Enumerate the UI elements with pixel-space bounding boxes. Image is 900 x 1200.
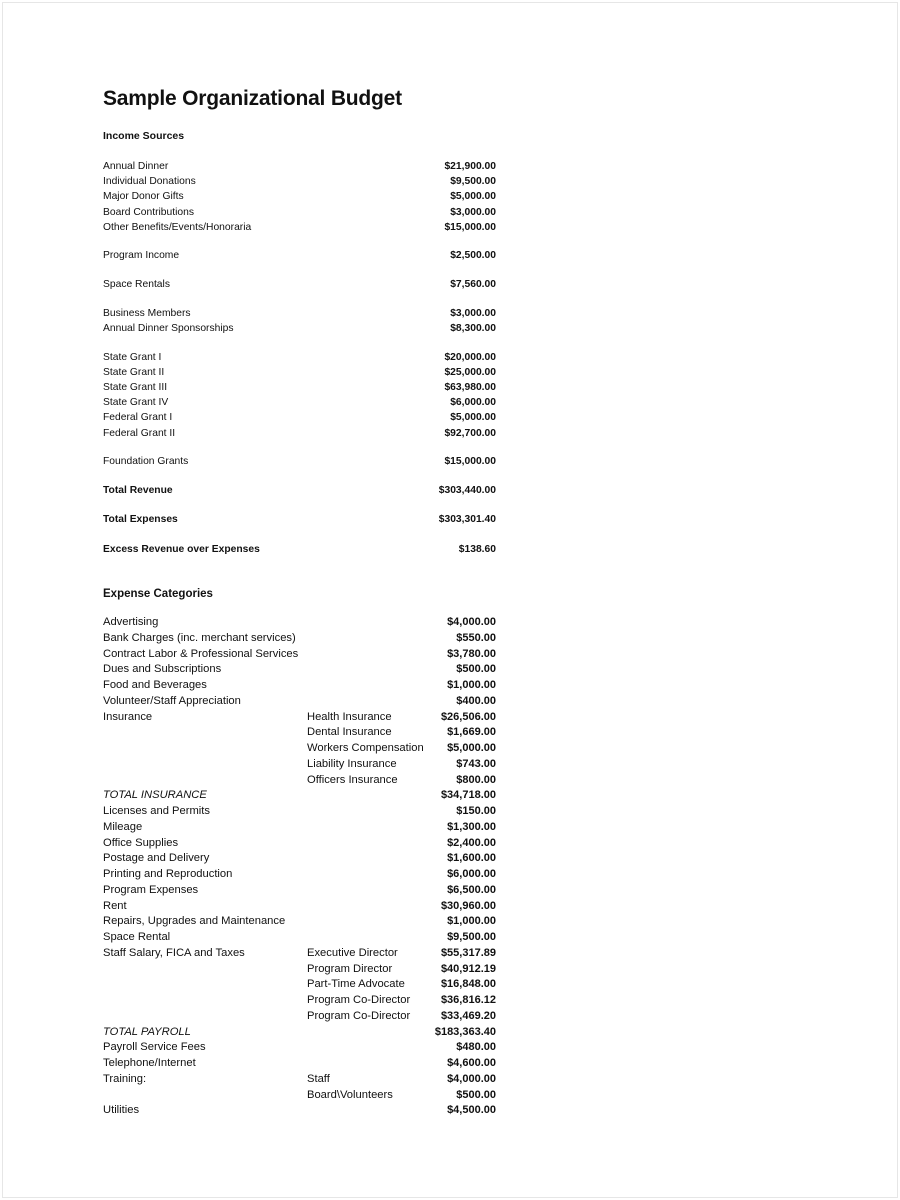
row-label: Program Income [103,250,180,262]
income-row [103,410,503,425]
row-amount: $743.00 [456,757,496,770]
page-title: Sample Organizational Budget [103,87,402,110]
expense-row [103,725,503,741]
expense-row [103,788,503,804]
expense-row [103,647,503,663]
row-amount: $25,000.00 [444,366,496,378]
row-label: Volunteer/Staff Appreciation [103,694,241,707]
income-row [103,174,503,189]
row-label: Training: [103,1072,147,1085]
income-list [103,159,503,483]
expense-row [103,930,503,946]
row-amount: $3,000.00 [450,307,496,319]
row-label: Other Benefits/Events/Honoraria [103,221,252,233]
row-label: Mileage [103,820,143,833]
expense-row [103,851,503,867]
expense-row [103,710,503,726]
expense-row [103,757,503,773]
row-sublabel: Part-Time Advocate [307,978,405,991]
expense-row [103,1056,503,1072]
row-label: Total Expenses [103,514,178,526]
expense-row [103,678,503,694]
row-amount: $480.00 [456,1041,496,1054]
row-label: Contract Labor & Professional Services [103,647,299,660]
expense-row [103,993,503,1009]
expense-row [103,662,503,678]
expense-row [103,883,503,899]
row-label: Individual Donations [103,176,196,188]
row-amount: $5,000.00 [447,742,496,755]
row-amount: $1,000.00 [447,915,496,928]
row-label: State Grant II [103,366,165,378]
row-amount: $5,000.00 [450,412,496,424]
row-label: Program Expenses [103,883,199,896]
row-label: Bank Charges (inc. merchant services) [103,631,296,644]
row-amount: $20,000.00 [444,351,496,363]
row-label: Board Contributions [103,206,195,218]
income-row [103,205,503,220]
row-amount: $2,400.00 [447,836,496,849]
row-label: Federal Grant I [103,412,173,424]
row-amount: $16,848.00 [440,978,496,991]
expense-row [103,804,503,820]
row-amount: $183,363.40 [434,1025,496,1038]
row-amount: $1,300.00 [447,820,496,833]
row-amount: $4,000.00 [447,1072,496,1085]
row-amount: $9,500.00 [447,931,496,944]
row-amount: $6,000.00 [447,868,496,881]
row-amount: $15,000.00 [444,456,496,468]
income-row [103,306,503,321]
expense-row [103,741,503,757]
row-label: TOTAL INSURANCE [103,789,207,802]
row-label: Food and Beverages [103,679,207,692]
expense-row [103,977,503,993]
row-label: Business Members [103,307,191,319]
row-label: TOTAL PAYROLL [103,1025,191,1038]
row-sublabel: Health Insurance [307,710,392,723]
total-row [103,483,503,498]
row-amount: $303,440.00 [438,485,496,496]
row-amount: $4,600.00 [447,1057,496,1070]
income-row [103,365,503,380]
income-row [103,426,503,441]
income-row [103,159,503,174]
expense-row [103,694,503,710]
expense-row [103,867,503,883]
row-label: State Grant IV [103,397,169,409]
row-label: Postage and Delivery [103,852,210,865]
row-amount: $21,900.00 [444,161,496,172]
row-amount: $40,912.19 [440,962,496,975]
income-row [103,321,503,336]
row-amount: $6,500.00 [447,883,496,896]
row-amount: $36,816.12 [440,994,496,1007]
row-amount: $138.60 [458,543,496,555]
row-amount: $3,000.00 [450,206,496,218]
expense-row [103,631,503,647]
income-row [103,395,503,410]
row-amount: $6,000.00 [450,397,496,409]
row-amount: $550.00 [456,631,496,644]
income-row [103,220,503,235]
row-sublabel: Executive Director [307,946,398,959]
row-sublabel: Workers Compensation [307,742,424,755]
row-label: Advertising [103,616,159,629]
row-label: Repairs, Upgrades and Maintenance [103,915,286,928]
income-row [103,189,503,204]
expense-row [103,1009,503,1025]
expense-row [103,773,503,789]
income-row [103,350,503,365]
row-label: State Grant III [103,382,168,394]
row-amount: $1,600.00 [447,852,496,865]
row-amount: $4,500.00 [447,1104,496,1117]
row-amount: $30,960.00 [440,899,496,912]
row-label: Major Donor Gifts [103,191,184,203]
expense-row [103,1088,503,1104]
income-row [103,248,503,263]
expense-row [103,1040,503,1056]
row-amount: $800.00 [456,773,496,786]
expense-row [103,946,503,962]
row-label: Annual Dinner Sponsorships [103,323,234,334]
row-amount: $33,469.20 [440,1009,496,1022]
row-amount: $4,000.00 [447,616,496,629]
row-sublabel: Board\Volunteers [307,1088,393,1101]
row-amount: $150.00 [456,805,496,818]
row-label: Printing and Reproduction [103,868,233,881]
row-label: Rent [103,899,127,912]
row-amount: $1,669.00 [447,726,496,739]
row-label: Space Rentals [103,279,170,291]
budget-document [103,85,503,1119]
row-amount: $7,560.00 [450,279,496,291]
expense-row [103,1072,503,1088]
row-label: Excess Revenue over Expenses [103,543,260,555]
row-sublabel: Program Co-Director [307,1009,411,1022]
row-label: Federal Grant II [103,427,176,439]
row-sublabel: Staff [307,1072,330,1085]
row-amount: $303,301.40 [438,514,496,526]
row-label: Dues and Subscriptions [103,663,222,676]
row-amount: $500.00 [456,1088,496,1101]
expense-row [103,962,503,978]
row-amount: $500.00 [456,663,496,676]
expense-row [103,914,503,930]
income-row [103,380,503,395]
row-label: Annual Dinner [103,161,169,172]
row-amount: $26,506.00 [440,710,496,723]
expense-row [103,1103,503,1119]
row-label: Payroll Service Fees [103,1041,206,1054]
expense-row [103,615,503,631]
row-sublabel: Officers Insurance [307,773,398,786]
expense-row [103,820,503,836]
expense-row [103,899,503,915]
income-heading: Income Sources [103,130,185,142]
row-label: State Grant I [103,351,162,363]
row-amount: $8,300.00 [450,323,496,334]
row-sublabel: Program Co-Director [307,994,411,1007]
row-label: Licenses and Permits [103,805,210,818]
income-row [103,277,503,292]
row-amount: $34,718.00 [440,789,496,802]
row-label: Staff Salary, FICA and Taxes [103,946,245,959]
row-label: Total Revenue [103,485,173,496]
income-row [103,454,503,469]
row-label: Office Supplies [103,836,179,849]
expense-heading: Expense Categories [103,588,213,601]
row-amount: $400.00 [456,694,496,707]
row-label: Foundation Grants [103,456,189,468]
totals-list [103,483,503,557]
row-label: Space Rental [103,931,171,944]
row-label: Insurance [103,710,153,723]
expense-list [103,615,503,1119]
row-sublabel: Dental Insurance [307,726,392,739]
total-row [103,542,503,557]
row-amount: $1,000.00 [447,679,496,692]
row-sublabel: Program Director [307,962,393,975]
row-amount: $2,500.00 [450,250,496,262]
row-amount: $63,980.00 [444,382,496,394]
row-label: Telephone/Internet [103,1057,196,1070]
row-label: Utilities [103,1104,140,1117]
row-amount: $9,500.00 [450,176,496,188]
row-amount: $55,317.89 [440,946,496,959]
row-amount: $92,700.00 [444,427,496,439]
row-amount: $5,000.00 [450,191,496,203]
expense-row [103,836,503,852]
row-amount: $3,780.00 [447,647,496,660]
total-row [103,512,503,527]
row-amount: $15,000.00 [444,221,496,233]
row-sublabel: Liability Insurance [307,757,397,770]
expense-row [103,1025,503,1041]
